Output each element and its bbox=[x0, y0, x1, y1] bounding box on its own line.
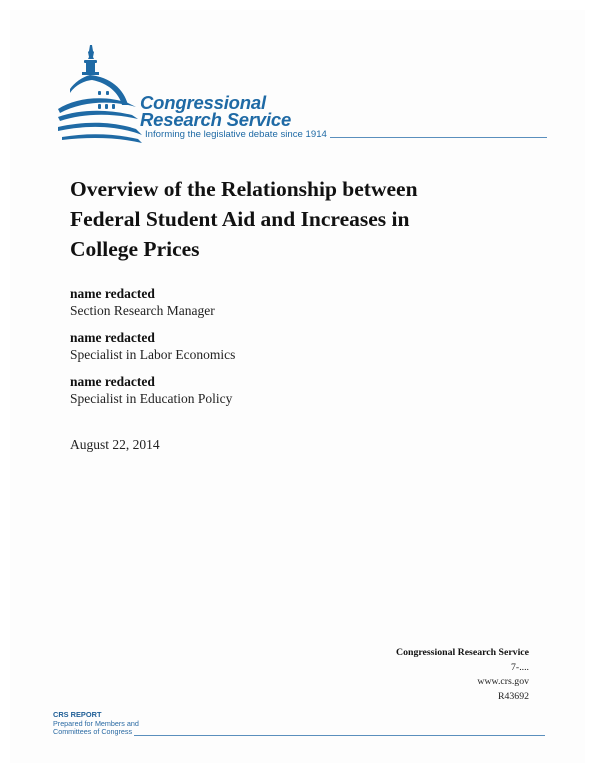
footer-line-2-row bbox=[53, 728, 545, 737]
logo-line-2: Research Service bbox=[140, 109, 292, 130]
crs-report-footer bbox=[53, 711, 545, 737]
logo-tagline-row bbox=[145, 129, 547, 140]
organization-name: Congressional Research Service bbox=[396, 647, 529, 658]
logo-line-1: Congressional bbox=[140, 92, 266, 113]
crs-contact-block bbox=[396, 646, 529, 704]
title-line: College Prices bbox=[70, 237, 200, 261]
author-name: name redacted bbox=[70, 374, 155, 389]
author-name: name redacted bbox=[70, 286, 155, 301]
document-title bbox=[70, 174, 490, 264]
author-name: name redacted bbox=[70, 330, 155, 345]
footer-divider bbox=[134, 735, 545, 736]
title-line: Overview of the Relationship between bbox=[70, 177, 418, 201]
author-role: Specialist in Education Policy bbox=[70, 391, 233, 406]
logo-wordmark bbox=[140, 94, 291, 128]
author-entry bbox=[70, 373, 235, 408]
author-role: Specialist in Labor Economics bbox=[70, 347, 236, 362]
capitol-dome-icon bbox=[56, 43, 146, 143]
author-entry bbox=[70, 329, 235, 364]
logo-tagline: Informing the legislative debate since 1914 bbox=[145, 129, 327, 140]
phone-number: 7-.... bbox=[511, 661, 529, 673]
author-list bbox=[70, 285, 235, 417]
author-entry bbox=[70, 285, 235, 320]
tagline-divider bbox=[330, 137, 547, 138]
title-line: Federal Student Aid and Increases in bbox=[70, 207, 410, 231]
website-link[interactable]: www.crs.gov bbox=[477, 676, 529, 687]
footer-line-1: Prepared for Members and bbox=[53, 718, 139, 728]
footer-report-label: CRS REPORT bbox=[53, 710, 102, 719]
report-date: August 22, 2014 bbox=[70, 437, 160, 452]
author-role: Section Research Manager bbox=[70, 303, 215, 318]
report-number: R43692 bbox=[497, 690, 529, 702]
footer-line-2: Committees of Congress bbox=[53, 727, 133, 736]
